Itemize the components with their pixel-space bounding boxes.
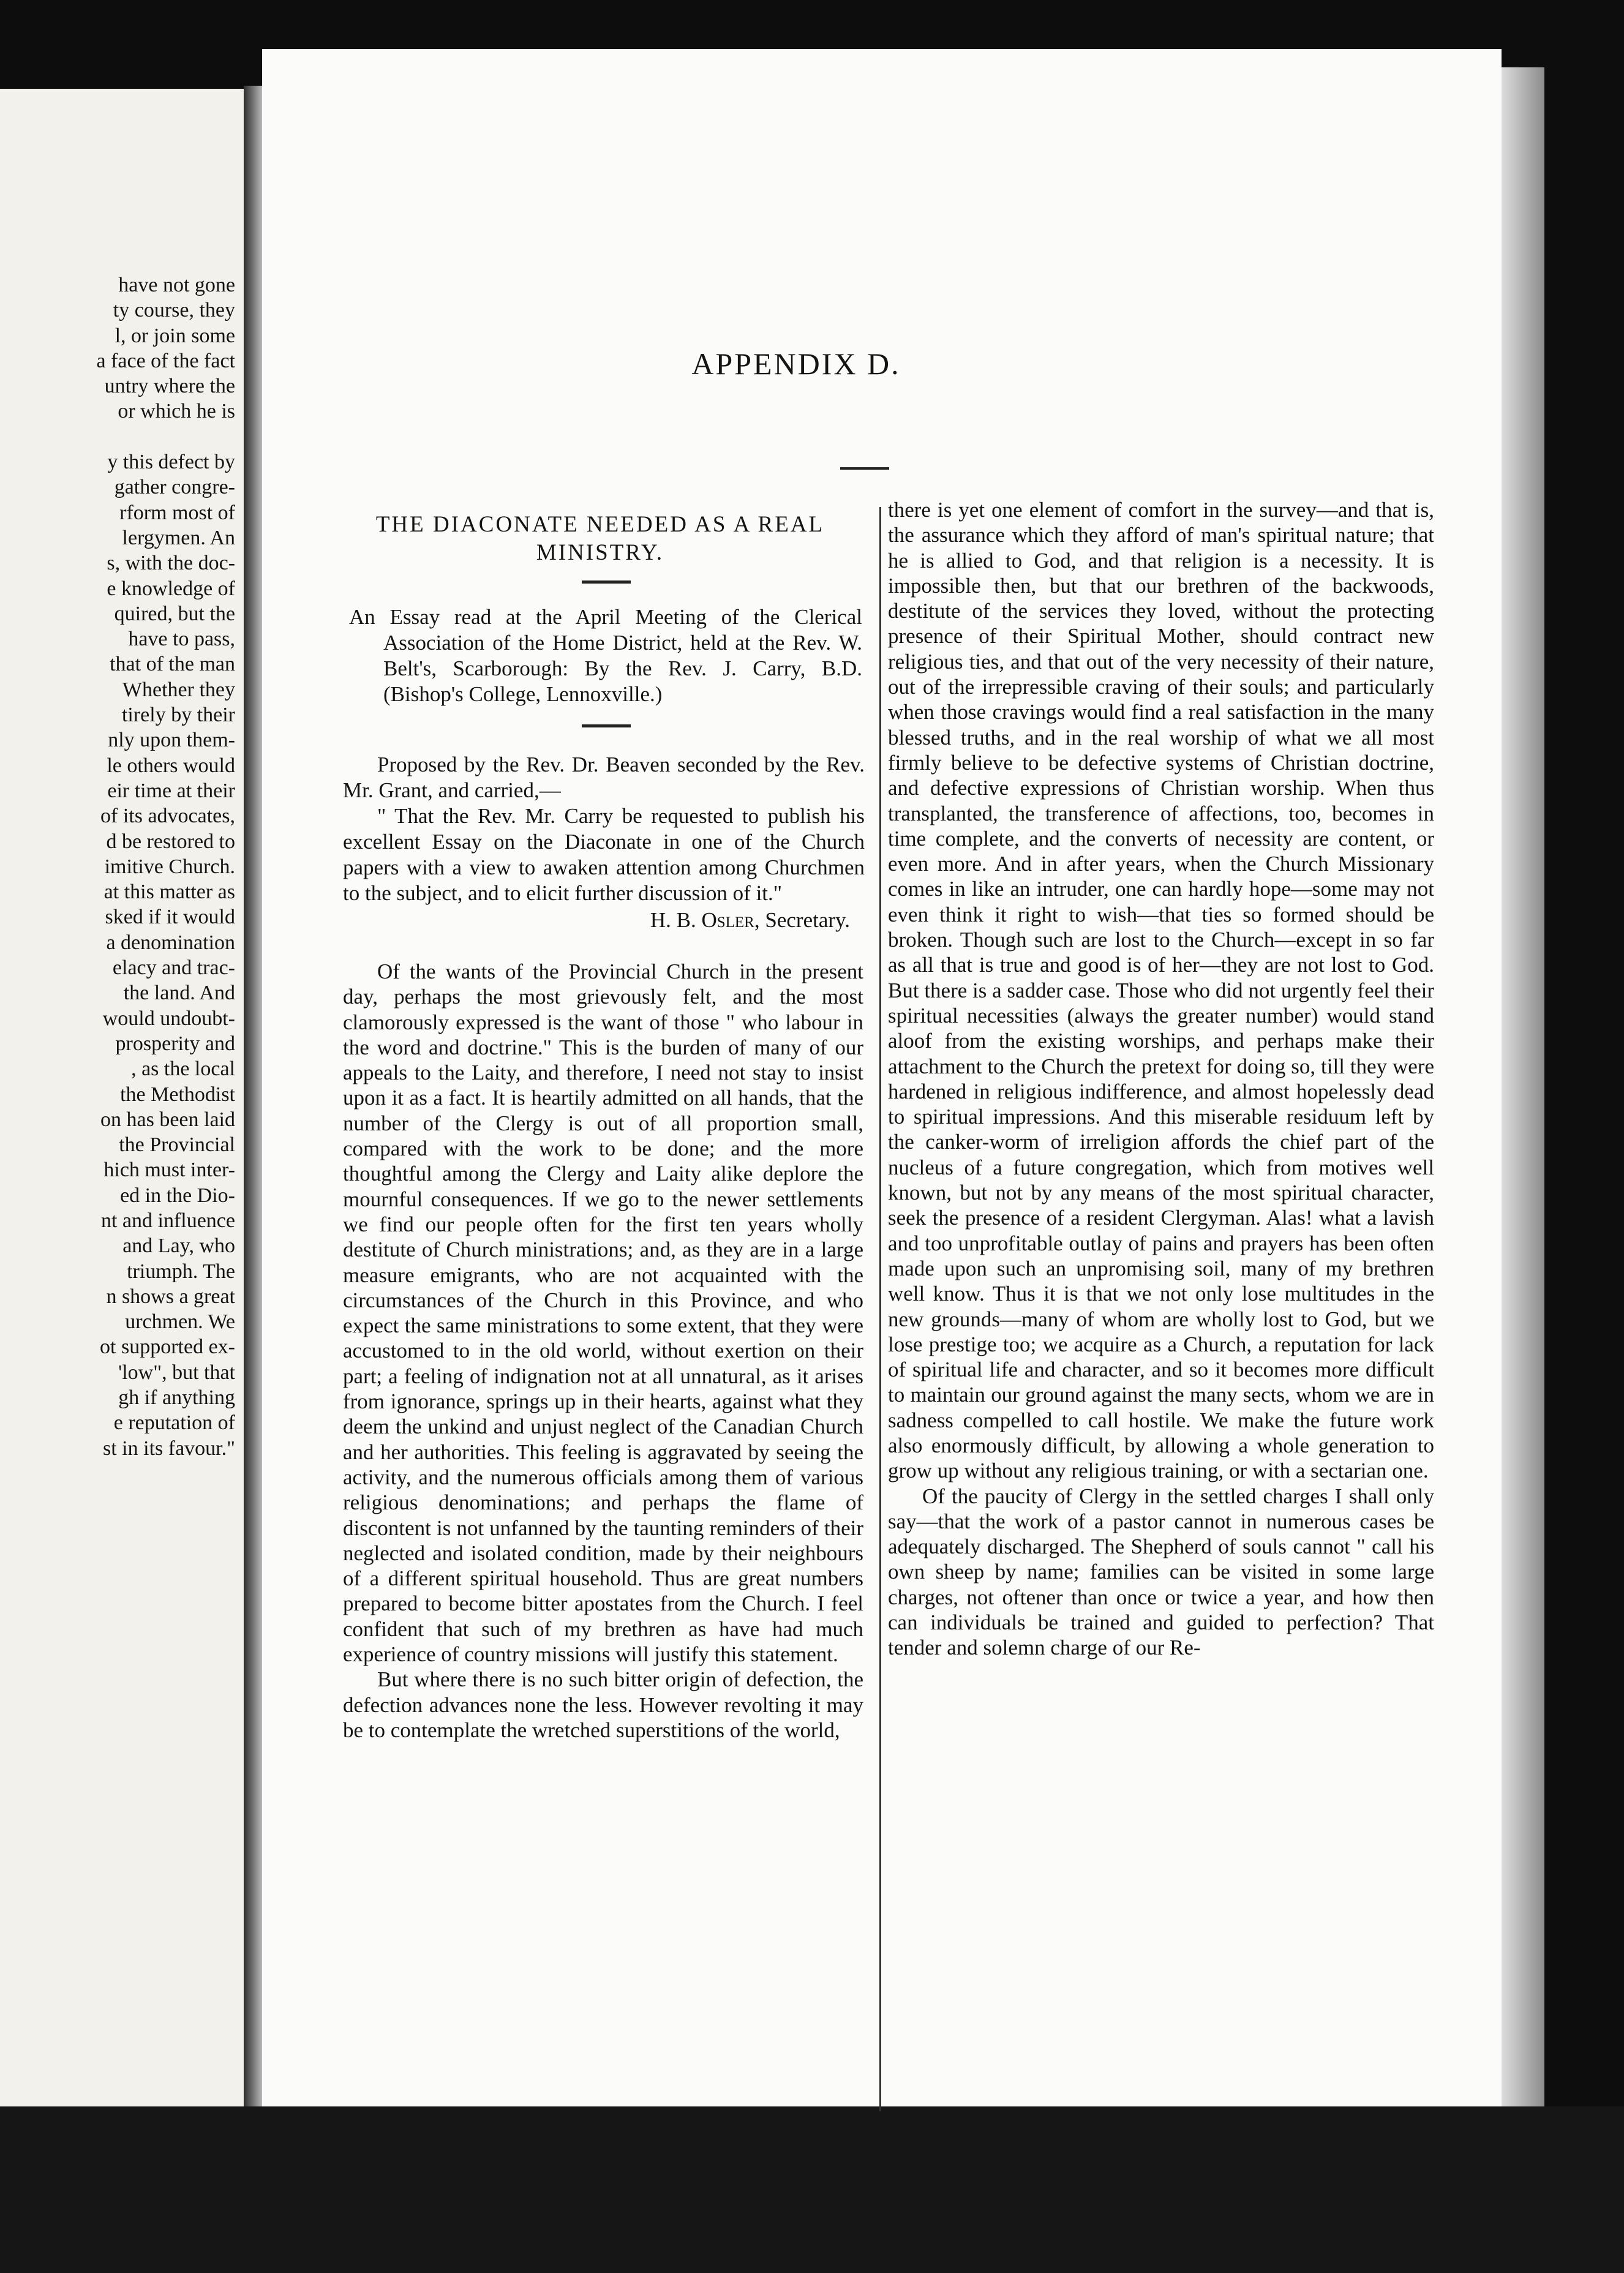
essay-title: THE DIACONATE NEEDED AS A REAL MINISTRY. [375,512,825,565]
essay-byline: An Essay read at the April Meeting of the Clerical Association of the Home District, held at the Rev. W. Belt's, Scarborough: By the Rev. J. Carry, B.D. (Bishop's College, Lennoxville.) [349,605,862,706]
paragraph: Of the wants of the Provincial Church in the present day, perhaps the most grievously felt, and the most clamorously expressed is the want of those " who labour in the word and doctrine." This is the burden of many of our appeals to the Laity, and therefore, I need not stay to insist upon it as a fact. It is heartily admitted on all hands, that the number of the Clergy is out of all proportion small, compared with the work to be done; and the more thoughtful among the Clergy and Laity alike deplore the mournful consequences. If we go to the newer settlements we find our people often for the first ten years wholly destitute of Church ministrations; and, as they are in a large measure emigrants, who are not acquainted with the circumstances of the Church in this Province, and who expect the same ministrations to some extent, that they were accustomed to in the old world, without exertion on their part; a feeling of indignation not at all unnatural, as it arises from ignorance, springs up in their hearts, against what they deem the unkind and unjust neglect of the Canadian Church and her authorities. This feeling is aggravated by seeing the activity, and the numerous officials among them of various religious denominations; and perhaps the flame of discontent is not unfanned by the taunting reminders of their neglected and isolated condition, made by their neighbours of a different spiritual household. Thus are great numbers prepared to become bitter apostates from the Church. I feel confident that such of my brethren as have had much experience of country missions will justify this statement. [343,960,863,1667]
left-page-line: nt and influence [100,1209,235,1232]
paragraph: there is yet one element of comfort in the survey—and that is, the assurance which they afford of man's spiritual nature; that he is allied to God, and that religion is a necessity. It is impossible then, but that our brethren of the backwoods, destitute of the services they loved, without the protecting presence of their Spiritual Mother, should contract new religious ties, and that out of the very necessity of their nature, out of the irrepressible craving of their souls; and particularly when those cravings would find a real satisfaction in the many blessed truths, and in the real worship of what we all most firmly believe to be defective systems of Christian doctrine, and defective expressions of Christian worship. When thus transplanted, the transference of affections, too, becomes in time complete, and the converts of necessity are content, or even more. And in after years, when the Church Missionary comes in like an intruder, one can hardly hope—some may not even think it right to wish—that ties so formed should be broken. Though such are lost to the Church—except in so far as all that is true and good is of her—they are not lost to God. But there is a sadder case. Those who did not urgently feel their spiritual necessities (always the greater number) would stand aloof from the existing worships, and perhaps make their attachment to the Church the pretext for doing so, till they were hardened in religious indifference, and almost hopelessly dead to spiritual impressions. And this miserable residuum left by the canker-worm of irreligion affords the chief part of the nucleus of a future congregation, which from motives well known, but not by any means of the most spiritual character, seek the presence of a resident Clergyman. Alas! what a lavish and too unprofitable outlay of pains and prayers has been often made upon such an unpromising soil, many of my brethren well know. Thus it is that we not only lose multitudes in the new grounds—many of whom are wholly lost to God, but we lose prestige too; we acquire as a Church, a reputation for lack of spiritual life and character, and so it becomes more difficult to maintain our ground against the many sects, whom we are in sadness compelled to call hostile. We make the future work also enormously difficult, by allowing a whole generation to grow up without any religious training, or with a sectarian one. [888,498,1434,1483]
left-page-line: triumph. The [127,1260,235,1283]
left-page-line: hich must inter- [103,1159,235,1182]
left-page-line: n shows a great [106,1285,235,1308]
left-page-line: the Provincial [119,1133,235,1157]
left-page-line: the Methodist [120,1083,235,1106]
left-page-line: elacy and trac- [112,956,235,980]
byline-rule [582,724,631,727]
left-page-line: urchmen. We [125,1310,235,1334]
left-page-line: sked if it would [105,906,235,929]
resolution [343,752,865,906]
essay-title-rule [582,580,631,584]
left-page-line: or which he is [118,400,235,423]
left-page-line: l, or join some [115,324,235,347]
book-spine [244,86,262,2106]
left-page-line: st in its favour." [103,1437,235,1460]
left-page-line: , as the local [131,1058,235,1081]
left-page-line: prosperity and [115,1032,235,1055]
left-column-body [343,959,870,1743]
left-page-line: eir time at their [107,779,235,802]
secretary-name: H. B. Osler [650,908,754,932]
left-page-line: have not gone [118,274,235,296]
left-page-line: ty course, they [113,299,235,322]
left-page-line: e knowledge of [107,577,235,600]
left-page [0,89,244,2106]
left-page-line: and Lay, who [122,1234,235,1258]
page-edge-shadow [1502,67,1544,2106]
right-column [888,497,1434,1661]
left-page-line: of its advocates, [100,805,235,828]
paragraph: But where there is no such bitter origin of defection, the defection advances none the less. However revolting it may be to contemplate the wretched superstitions of the world, [343,1667,863,1742]
title-rule [840,467,889,470]
left-page-line: nly upon them- [108,729,235,752]
left-page-line: a denomination [106,931,235,954]
paragraph: Of the paucity of Clergy in the settled charges I shall only say—that the work of a pastor cannot in numerous cases be adequately discharged. The Shepherd of souls cannot " call his own sheep by name; families can be visited in some large charges, not oftener than once or twice a year, and how then can individuals be trained and guided to perfection? That tender and solemn charge of our Re- [888,1484,1434,1660]
secretary-signature [343,907,870,933]
left-page-line: at this matter as [103,881,235,904]
left-page-line: tirely by their [121,704,235,727]
secretary-role: , Secretary. [754,908,850,932]
left-page-line: a face of the fact [96,349,235,372]
left-page-line: gather congre- [114,476,235,499]
left-column [343,502,870,1743]
resolution-text: " That the Rev. Mr. Carry be requested to publish his excellent Essay on the Diaconate in one of the Church papers with a view to awaken attention among Churchmen to the subject, and to elicit further discussion of it." [343,804,865,905]
left-page-line: ot supported ex- [100,1336,235,1359]
left-page-line: that of the man [110,653,235,676]
scan-background [0,2106,1624,2273]
left-page-line: quired, but the [114,602,235,625]
left-page-line: 'low", but that [118,1361,235,1384]
left-page-line: imitive Church. [104,855,235,878]
right-column-body [888,497,1434,1661]
left-page-line: le others would [107,754,235,777]
left-page-line: s, with the doc- [107,552,235,575]
left-page-line: e reputation of [113,1411,235,1435]
left-page-line: y this defect by [107,451,235,474]
appendix-title: APPENDIX D. [691,347,901,381]
left-page-line: ed in the Dio- [120,1184,235,1207]
left-page-line: lergymen. An [122,526,235,549]
left-page-line: d be restored to [106,830,235,853]
left-page-line: Whether they [122,678,235,701]
left-page-line: have to pass, [128,628,235,651]
left-page-line: would undoubt- [102,1007,235,1030]
left-page-line: gh if anything [118,1386,235,1410]
left-page-line: on has been laid [100,1108,235,1131]
left-page-line: rform most of [119,501,235,524]
left-page-line: the land. And [123,982,235,1005]
column-divider [879,507,881,2111]
resolution-intro: Proposed by the Rev. Dr. Beaven seconded by the Rev. Mr. Grant, and carried,— [343,753,865,802]
left-page-line: untry where the [104,375,235,398]
left-page-line [0,424,235,449]
left-page-text-fragment [0,272,235,1461]
